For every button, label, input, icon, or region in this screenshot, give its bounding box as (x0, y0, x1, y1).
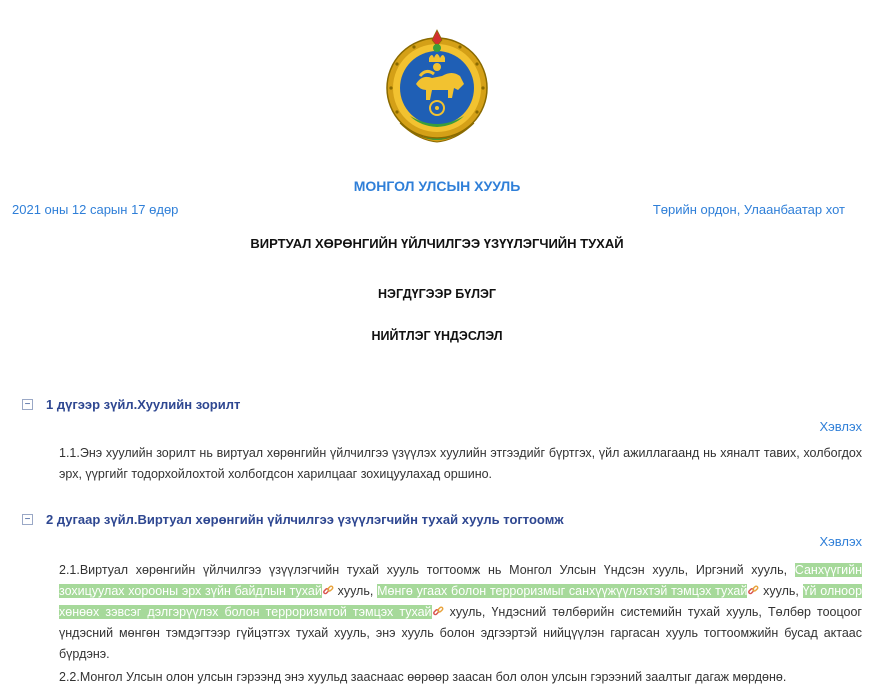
state-emblem-icon (382, 28, 492, 150)
link-icon[interactable] (323, 585, 334, 596)
article-1-print-link[interactable]: Хэвлэх (819, 419, 862, 434)
article-2-paragraph-1 (59, 560, 862, 665)
link-icon[interactable] (748, 585, 759, 596)
link-icon[interactable] (433, 606, 444, 617)
article-1-paragraph-1: 1.1.Энэ хуулийн зорилт нь виртуал хөрөнгийн үйлчилгээ үзүүлэх хуулийн этгээдийг бүртгэх, үйл ажиллагаанд нь хяналт тавих, холбогдох эрх, үүргийг тодорхойлохтой холбогдсон харилцааг зохицуулахад оршино. (59, 446, 862, 481)
enactment-date: 2021 оны 12 сарын 17 өдөр (12, 202, 179, 217)
law-reference-link-1[interactable]: Санхүүгийн зохицуулах хорооны эрх зүйн байдлын тухай (59, 563, 862, 598)
article-1-collapse-icon[interactable]: − (22, 399, 33, 410)
law-reference-link-2[interactable]: Мөнгө угаах болон терроризмыг санхүүжүүлэхтэй тэмцэх тухай (377, 584, 748, 598)
article-2-title[interactable]: 2 дугаар зүйл.Виртуал хөрөнгийн үйлчилгээ үзүүлэгчийн тухай хууль тогтоомж (46, 512, 564, 527)
article-2-collapse-icon[interactable]: − (22, 514, 33, 525)
law-type-title: МОНГОЛ УЛСЫН ХУУЛЬ (353, 178, 521, 194)
document-title: ВИРТУАЛ ХӨРӨНГИЙН ҮЙЛЧИЛГЭЭ ҮЗҮҮЛЭГЧИЙН ТУХАЙ (250, 236, 624, 251)
paragraph-text: хууль, Үндэсний төлбөрийн системийн тухай хууль, Төлбөр тооцоог үндэсний мөнгөн тэмдэгтээр гүйцэтгэх тухай хууль, энэ хууль болон эдгээртэй нийцүүлэн гаргасан хууль тогтоомжийн бусад актаас бүрдэнэ. (59, 605, 862, 661)
law-reference-link-3[interactable]: Үй олноор хөнөөх зэвсэг дэлгэрүүлэх болон терроризмтой тэмцэх тухай (59, 584, 863, 619)
chapter-name: НИЙТЛЭГ ҮНДЭСЛЭЛ (371, 329, 503, 343)
article-2-paragraph-2: 2.2.Монгол Улсын олон улсын гэрээнд энэ хуульд зааснаас өөрөөр заасан бол олон улсын гэрээний заалтыг дагаж мөрдөнө. (59, 670, 787, 684)
chapter-number: НЭГДҮГЭЭР БҮЛЭГ (378, 287, 496, 301)
paragraph-text: хууль, (333, 584, 378, 598)
paragraph-text: 2.1.Виртуал хөрөнгийн үйлчилгээ үзүүлэгчийн тухай хууль тогтоомж нь Монгол Улсын Үндсэн хууль, Иргэний хууль, (59, 563, 795, 577)
article-2-print-link[interactable]: Хэвлэх (819, 534, 862, 549)
article-1-title[interactable]: 1 дүгээр зүйл.Хуулийн зорилт (46, 397, 241, 412)
paragraph-text: хууль, (759, 584, 803, 598)
enactment-place: Төрийн ордон, Улаанбаатар хот (652, 202, 845, 217)
